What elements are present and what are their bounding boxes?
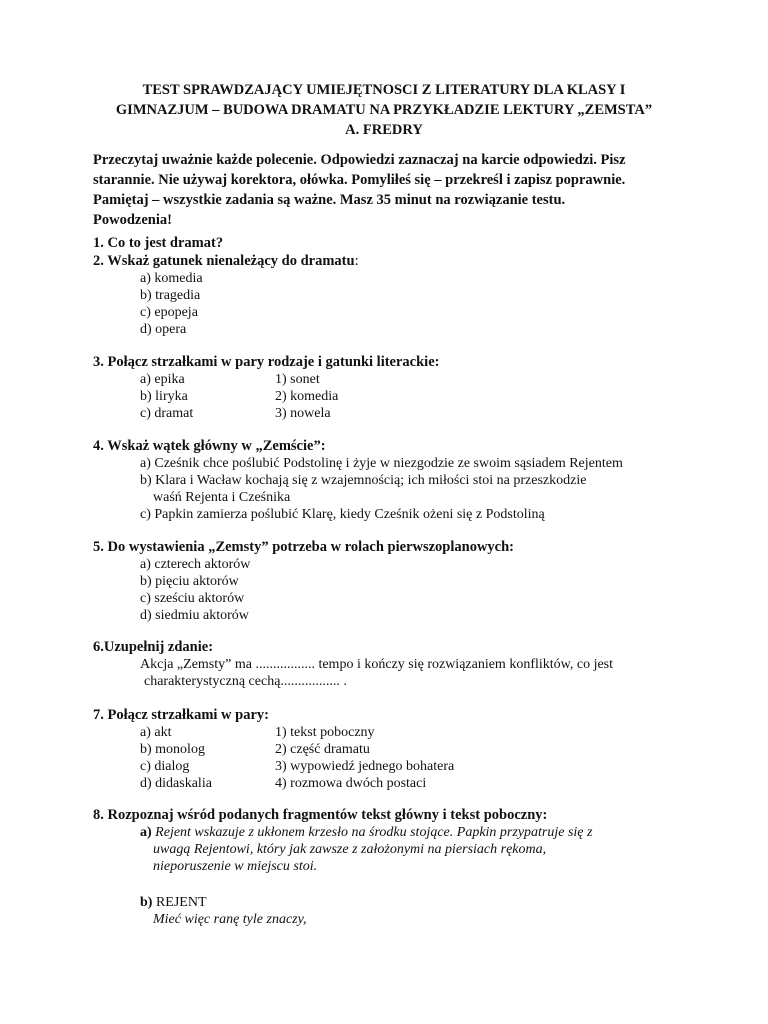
question-8-fragment-b-line-1: [93, 894, 713, 911]
question-4-option-a: a) Cześnik chce poślubić Podstolinę i żyje w niezgodzie ze swoim sąsiadem Rejentem: [140, 456, 623, 471]
question-3-row-2: [93, 388, 713, 405]
page-title: [70, 80, 698, 140]
question-8-fragment-a-line-3: nieporuszenie w miejscu stoi.: [153, 859, 318, 874]
question-7-right-3: 3) wypowiedź jednego bohatera: [275, 759, 455, 774]
question-5-option-c: c) sześciu aktorów: [140, 591, 245, 606]
question-3-right-3: 3) nowela: [275, 406, 331, 421]
question-7-left-d: d) didaskalia: [140, 776, 212, 791]
question-3-row-3: [93, 405, 713, 422]
question-6-text: 6.Uzupełnij zdanie:: [93, 639, 214, 655]
instructions-line-4: Powodzenia!: [93, 212, 172, 228]
instructions: [93, 150, 713, 230]
question-3-left-a: a) epika: [140, 372, 185, 387]
question-2-text: [93, 252, 713, 270]
instructions-line-1: Przeczytaj uważnie każde polecenie. Odpowiedzi zaznaczaj na karcie odpowiedzi. Pisz: [93, 152, 626, 168]
question-7-left-c: c) dialog: [140, 759, 190, 774]
question-2-colon: :: [354, 253, 359, 269]
question-6: [93, 638, 713, 690]
question-8-fragment-b-marker: b): [140, 895, 153, 910]
question-4-option-c: c) Papkin zamierza poślubić Klarę, kiedy Cześnik ożeni się z Podstoliną: [140, 507, 545, 522]
question-2: [93, 252, 713, 338]
question-8-fragment-a-text-1: Rejent wskazuje z ukłonem krzesło na środku stojące. Papkin przypatruje się z: [155, 825, 593, 840]
question-8-fragment-b-speaker: REJENT: [155, 895, 207, 910]
question-5-option-b: b) pięciu aktorów: [140, 574, 239, 589]
question-5: [93, 538, 713, 624]
question-8: [93, 806, 713, 928]
question-8-fragment-a-line-2: uwagą Rejentowi, który jak zawsze z założonymi na piersiach rękoma,: [153, 842, 547, 857]
title-line-2: GIMNAZJUM – BUDOWA DRAMATU NA PRZYKŁADZIE LEKTURY „ZEMSTA”: [115, 102, 653, 118]
question-8-fragment-b-line-2: Mieć więc ranę tyle znaczy,: [153, 912, 307, 927]
question-3-right-1: 1) sonet: [275, 372, 320, 387]
question-4: [93, 437, 713, 523]
question-1-text: 1. Co to jest dramat?: [93, 235, 224, 251]
title-line-1: TEST SPRAWDZAJĄCY UMIEJĘTNOSCI Z LITERATURY DLA KLASY I: [142, 82, 626, 98]
question-7-right-4: 4) rozmowa dwóch postaci: [275, 776, 427, 791]
title-line-3: A. FREDRY: [345, 122, 423, 138]
instructions-line-3: Pamiętaj – wszystkie zadania są ważne. Masz 35 minut na rozwiązanie testu.: [93, 192, 566, 208]
question-6-sentence-1: Akcja „Zemsty” ma ................. tempo i kończy się rozwiązaniem konfliktów, co jest: [140, 657, 614, 672]
question-3-right-2: 2) komedia: [275, 389, 339, 404]
question-5-text: 5. Do wystawienia „Zemsty” potrzeba w rolach pierwszoplanowych:: [93, 539, 515, 555]
question-7-row-2: [93, 741, 713, 758]
question-2-option-d: d) opera: [140, 322, 187, 337]
question-7-text: 7. Połącz strzałkami w pary:: [93, 707, 269, 723]
question-1: [93, 234, 713, 252]
question-4-option-b: b) Klara i Wacław kochają się z wzajemnością; ich miłości stoi na przeszkodzie: [140, 473, 587, 488]
question-2-option-b: b) tragedia: [140, 288, 201, 303]
question-5-option-a: a) czterech aktorów: [140, 557, 251, 572]
question-7-row-4: [93, 775, 713, 792]
question-5-option-d: d) siedmiu aktorów: [140, 608, 249, 623]
question-7-left-b: b) monolog: [140, 742, 205, 757]
question-3-text: 3. Połącz strzałkami w pary rodzaje i gatunki literackie:: [93, 354, 440, 370]
question-7-row-3: [93, 758, 713, 775]
question-7: [93, 706, 713, 792]
question-3-row-1: [93, 371, 713, 388]
question-4-text: 4. Wskaż wątek główny w „Zemście”:: [93, 438, 326, 454]
question-3: [93, 353, 713, 422]
question-7-row-1: [93, 724, 713, 741]
question-8-fragment-a-line-1: [93, 824, 713, 841]
question-7-left-a: a) akt: [140, 725, 172, 740]
question-2-prompt: 2. Wskaż gatunek nienależący do dramatu: [93, 253, 355, 269]
question-8-fragment-a-marker: a): [140, 825, 152, 840]
question-7-right-1: 1) tekst poboczny: [275, 725, 375, 740]
instructions-line-2: starannie. Nie używaj korektora, ołówka. Pomyliłeś się – przekreśl i zapisz poprawnie.: [93, 172, 626, 188]
question-3-left-b: b) liryka: [140, 389, 188, 404]
question-6-sentence-2: charakterystyczną cechą................. .: [144, 674, 347, 689]
question-3-left-c: c) dramat: [140, 406, 194, 421]
question-2-option-c: c) epopeja: [140, 305, 198, 320]
question-2-option-a: a) komedia: [140, 271, 203, 286]
question-8-text: 8. Rozpoznaj wśród podanych fragmentów tekst główny i tekst poboczny:: [93, 807, 548, 823]
question-4-option-b-cont: waśń Rejenta i Cześnika: [153, 490, 291, 505]
question-7-right-2: 2) część dramatu: [275, 742, 370, 757]
